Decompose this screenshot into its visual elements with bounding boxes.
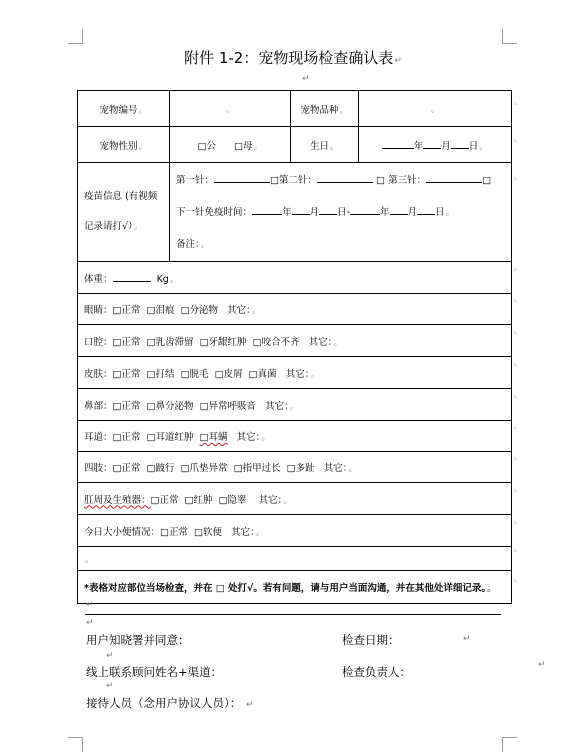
checkbox[interactable]: □正常 [160, 526, 188, 538]
nose-row: 鼻部：□正常 □鼻分泌物 □异常呼吸音 其它：。 [78, 389, 512, 421]
row-end-mark: 。 [514, 574, 522, 583]
breed-field[interactable]: 。 [359, 91, 512, 127]
row-end-mark: 。 [514, 390, 522, 399]
ears-row: 耳道：□正常 □耳道红肿 □耳螨 其它：。 [78, 421, 512, 452]
checkbox[interactable]: □正常 [150, 494, 179, 506]
pet-id-label: 宠物编号。 [78, 91, 170, 127]
row-end-mark: 。 [514, 452, 522, 461]
breed-label: 宠物品种。 [291, 91, 359, 127]
table-row [78, 389, 512, 421]
checkbox[interactable]: □乳齿滞留 [146, 336, 194, 348]
row-end-mark: 。 [514, 358, 522, 367]
checkbox[interactable]: □正常 [112, 305, 141, 316]
checkbox[interactable]: □耳螨 [199, 432, 228, 443]
inspection-table [77, 90, 512, 604]
birthday-label: 生日。 [291, 127, 359, 163]
crop-mark-top-right [502, 29, 517, 44]
row-end-mark: 。 [514, 134, 522, 143]
paragraph-mark: ↵ [302, 74, 310, 84]
paragraph-mark: ↵ [86, 618, 94, 628]
checkbox[interactable]: □正常 [112, 463, 141, 474]
row-end-mark: 。 [514, 516, 522, 525]
sex-male-checkbox[interactable]: □公 [197, 140, 216, 152]
checkbox[interactable]: □正常 [112, 336, 141, 348]
table-row [78, 127, 512, 163]
receptionist-label: 接待人员（念用户协议人员）： ↵ [86, 696, 254, 710]
checkbox[interactable]: □正常 [112, 432, 141, 443]
user-consent-label: 用户知晓署并同意： [86, 633, 190, 647]
checkbox[interactable]: □软便 [194, 526, 223, 538]
crop-mark-bottom-right [502, 737, 517, 752]
table-row [78, 421, 512, 452]
inspector-label: 检查负责人： [342, 665, 411, 679]
table-row [78, 163, 512, 262]
sex-options: □公 □母。 [170, 127, 291, 163]
paragraph-mark: ↵ [106, 681, 114, 691]
checkbox[interactable]: □正常 [112, 400, 141, 412]
checkbox[interactable]: □鼻分泌物 [146, 400, 194, 412]
row-end-mark: 。 [514, 97, 522, 106]
checkbox[interactable]: □耳道红肿 [146, 432, 194, 443]
birthday-field[interactable]: 年 月 日。 [359, 127, 512, 163]
table-row [78, 325, 512, 357]
sex-label: 宠物性别。 [78, 127, 170, 163]
row-end-mark: 。 [514, 484, 522, 493]
table-row [78, 262, 512, 294]
skin-row: 皮肤：□正常 □打结 □脱毛 □皮屑 □真菌 其它：。 [78, 357, 512, 389]
remarks: 备注：。 [176, 239, 210, 250]
checkbox[interactable]: □多趾 [286, 463, 315, 474]
vaccine-field[interactable] [170, 163, 512, 262]
weight-field[interactable]: 体重： Kg。 [78, 262, 512, 294]
table-row [78, 91, 512, 127]
checkbox[interactable]: □红肿 [184, 494, 213, 506]
table-row [78, 547, 512, 571]
row-end-mark: 。 [514, 326, 522, 335]
table-row [78, 357, 512, 389]
paragraph-mark: ↵ [538, 660, 546, 670]
table-row [78, 483, 512, 515]
row-end-mark: 。 [514, 421, 522, 430]
vaccine-label: 疫苗信息 (有视频 记录请打√）。 [78, 163, 170, 262]
checkbox[interactable]: □爪垫异常 [180, 463, 228, 474]
checkbox[interactable]: □泪痕 [146, 305, 175, 316]
checkbox[interactable]: □咬合不齐 [252, 336, 300, 348]
limbs-row: 四肢：□正常 □跛行 □爪垫异常 □指甲过长 □多趾 其它：。 [78, 452, 512, 483]
instruction-note: *表格对应部位当场检查，并在 □ 处打√。若有问题，请与用户当面沟通，并在其他处详细记录。。 [78, 571, 512, 604]
checkbox[interactable]: □牙龈红肿 [199, 336, 247, 348]
table-row [78, 294, 512, 325]
checkbox[interactable]: □打结 [146, 368, 175, 380]
checkbox[interactable]: □异常呼吸音 [199, 400, 257, 412]
row-end-mark: 。 [514, 172, 522, 181]
eyes-row: 眼睛：□正常 □泪痕 □分泌物 其它：。 [78, 294, 512, 325]
anal-genital-row: 肛周及生殖器：□正常 □红肿 □隐睾 其它：。 [78, 483, 512, 515]
table-row [78, 515, 512, 547]
sex-female-checkbox[interactable]: □母 [234, 140, 253, 152]
table-row [78, 571, 512, 604]
checkbox[interactable]: □皮屑 [214, 368, 243, 380]
mouth-row: 口腔：□正常 □乳齿滞留 □牙龈红肿 □咬合不齐 其它：。 [78, 325, 512, 357]
pet-id-field[interactable]: 。 [170, 91, 291, 127]
page-title: 附件 1-2：宠物现场检查确认表↵ [184, 49, 402, 67]
blank-row[interactable]: 。 [78, 547, 512, 571]
crop-mark-top-left [68, 29, 83, 44]
next-vaccine-time: 下一针免疫时间： 年 月 日- 年 月 日。 [176, 207, 455, 218]
checkbox[interactable]: □分泌物 [180, 305, 219, 316]
paragraph-mark: ↵ [106, 651, 114, 661]
consultant-label: 线上联系顾问姓名+渠道： [86, 665, 223, 679]
check-date-label: 检查日期： [342, 633, 400, 647]
checkbox[interactable]: □指甲过长 [233, 463, 281, 474]
table-row [78, 452, 512, 483]
row-end-mark: 。 [514, 263, 522, 272]
stool-row: 今日大小便情况：□正常 □软便 其它：。 [78, 515, 512, 547]
checkbox[interactable]: □跛行 [146, 463, 175, 474]
checkbox[interactable]: □正常 [112, 368, 141, 380]
row-end-mark: 。 [514, 294, 522, 303]
checkbox[interactable]: □脱毛 [180, 368, 209, 380]
vaccine-doses: 第一针： □第二针： □ 第三针： □ [176, 175, 492, 186]
checkbox[interactable]: □隐睾 [218, 494, 247, 506]
crop-mark-bottom-left [68, 737, 83, 752]
paragraph-mark: ↵ [86, 600, 94, 610]
checkbox[interactable]: □真菌 [248, 368, 277, 380]
horizontal-rule [85, 614, 501, 615]
paragraph-mark: ↵ [463, 634, 471, 644]
row-end-mark: 。 [514, 544, 522, 553]
